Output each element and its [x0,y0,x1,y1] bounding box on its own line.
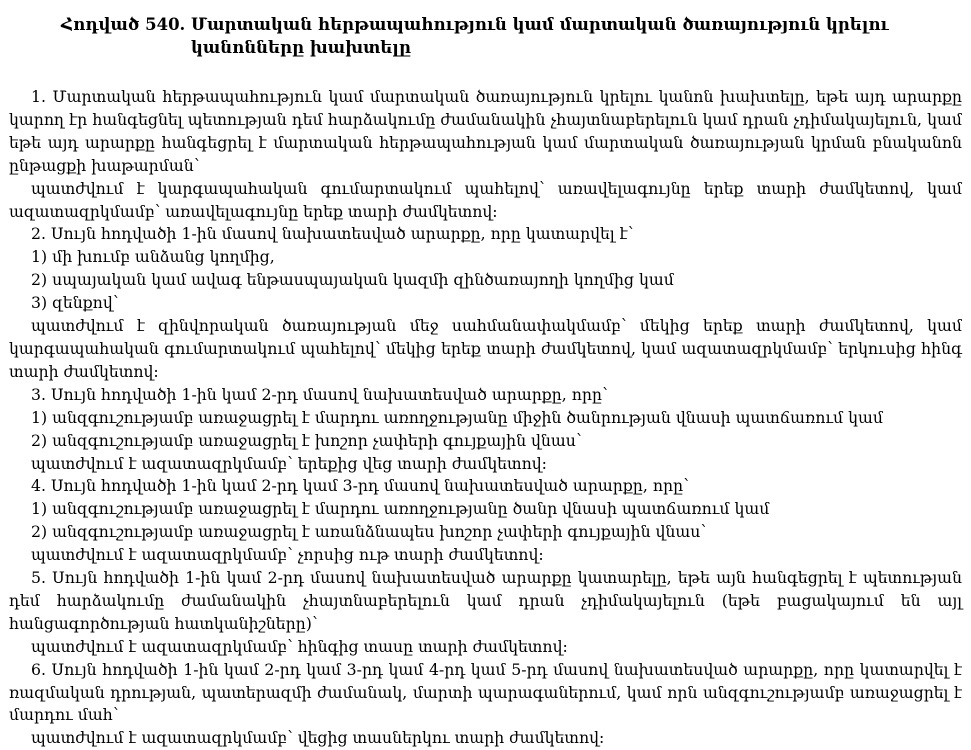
article-paragraph-part2-point3: 3) զենքով՝ [31,293,119,313]
article-paragraph-part6: 6. Սույն հոդվածի 1-ին կամ 2-րդ կամ 3-րդ կամ 4-րդ կամ 5-րդ մասով նախատեսված արարքը, որը կատարվել է ռազմական դրության, պատերազմի ժամանակ, մարտի պարագաներում, կամ որն անզգուշությամբ առաջացրել է մարդու մահ՝ [9,659,962,725]
article-paragraph-part2-sanction: պատժվում է զինվորական ծառայության մեջ սահմանափակմամբ՝ մեկից երեք տարի ժամկետով, կամ կարգապահական գումարտակում պահելով՝ մեկից երեք տարի ժամկետով, կամ ազատազրկմամբ՝ երկուսից հինգ տարի ժամկետով։ [9,316,962,381]
article-heading [9,13,962,59]
article-paragraph-part1: 1. Մարտական հերթապահություն կամ մարտական ծառայություն կրելու կանոն խախտելը, եթե այդ արարքը կարող էր հանգեցնել պետության դեմ հարձակումը ժամանակին չհայտնաբերելուն կամ դրան չդիմակայելուն, կամ եթե այդ արարքը հանգեցրել է մարտական հերթապահության կամ մարտական ծառայության կրման բնականոն ընթացքի խաթարման՝ [9,87,962,175]
article-paragraph-part2-point2: 2) սպայական կամ ավագ ենթասպայական կազմի զինծառայողի կողմից կամ [31,270,674,290]
article-paragraph-part3-point1: 1) անզգուշությամբ առաջացրել է մարդու առողջությանը միջին ծանրության վնասի պատճառում կամ [31,407,883,427]
article-paragraph-part3-point2: 2) անզգուշությամբ առաջացրել է խոշոր չափերի գույքային վնաս՝ [31,430,582,450]
article-number-label: Հոդված 540. [61,15,186,34]
article-paragraph-part6-sanction: պատժվում է ազատազրկմամբ՝ վեցից տասներկու տարի ժամկետով։ [31,728,605,748]
article-paragraph-part3: 3. Սույն հոդվածի 1-ին կամ 2-րդ մասով նախատեսված արարքը, որը՝ [31,384,608,404]
article-paragraph-part4-point1: 1) անզգուշությամբ առաջացրել է մարդու առողջությանը ծանր վնասի պատճառում կամ [31,499,770,519]
article-paragraph-part2: 2. Սույն հոդվածի 1-ին մասով նախատեսված արարքը, որը կատարվել է՝ [31,224,634,244]
article-title: Մարտական հերթապահություն կամ մարտական ծառայություն կրելու կանոնները խախտելը [191,15,889,57]
article-body [9,86,962,750]
article-paragraph-part4: 4. Սույն հոդվածի 1-ին կամ 2-րդ կամ 3-րդ մասով նախատեսված արարքը, որը՝ [31,476,689,496]
article-paragraph-part4-point2: 2) անզգուշությամբ առաջացրել է առանձնապես խոշոր չափերի գույքային վնաս՝ [31,522,707,542]
article-paragraph-part3-sanction: պատժվում է ազատազրկմամբ՝ երեքից վեց տարի ժամկետով։ [31,453,548,473]
article-paragraph-part1-sanction: պատժվում է կարգապահական գումարտակում պահելով՝ առավելագույնը երեք տարի ժամկետով, կամ ազատազրկմամբ՝ առավելագույնը երեք տարի ժամկետով։ [9,178,962,221]
article-paragraph-part2-point1: 1) մի խումբ անձանց կողմից, [31,247,275,267]
article-paragraph-part4-sanction: պատժվում է ազատազրկմամբ՝ չորսից ութ տարի ժամկետով։ [31,545,544,565]
article-paragraph-part5-sanction: պատժվում է ազատազրկմամբ՝ հինգից տասը տարի ժամկետով։ [31,636,568,656]
article-paragraph-part5: 5. Սույն հոդվածի 1-ին կամ 2-րդ մասով նախատեսված արարքը կատարելը, եթե այն հանգեցրել է պետության դեմ հարձակումը ժամանակին չհայտնաբերելուն կամ դրան չդիմակայելուն (եթե բացակայում են այլ հանցագործության հատկանիշները)՝ [9,568,962,633]
